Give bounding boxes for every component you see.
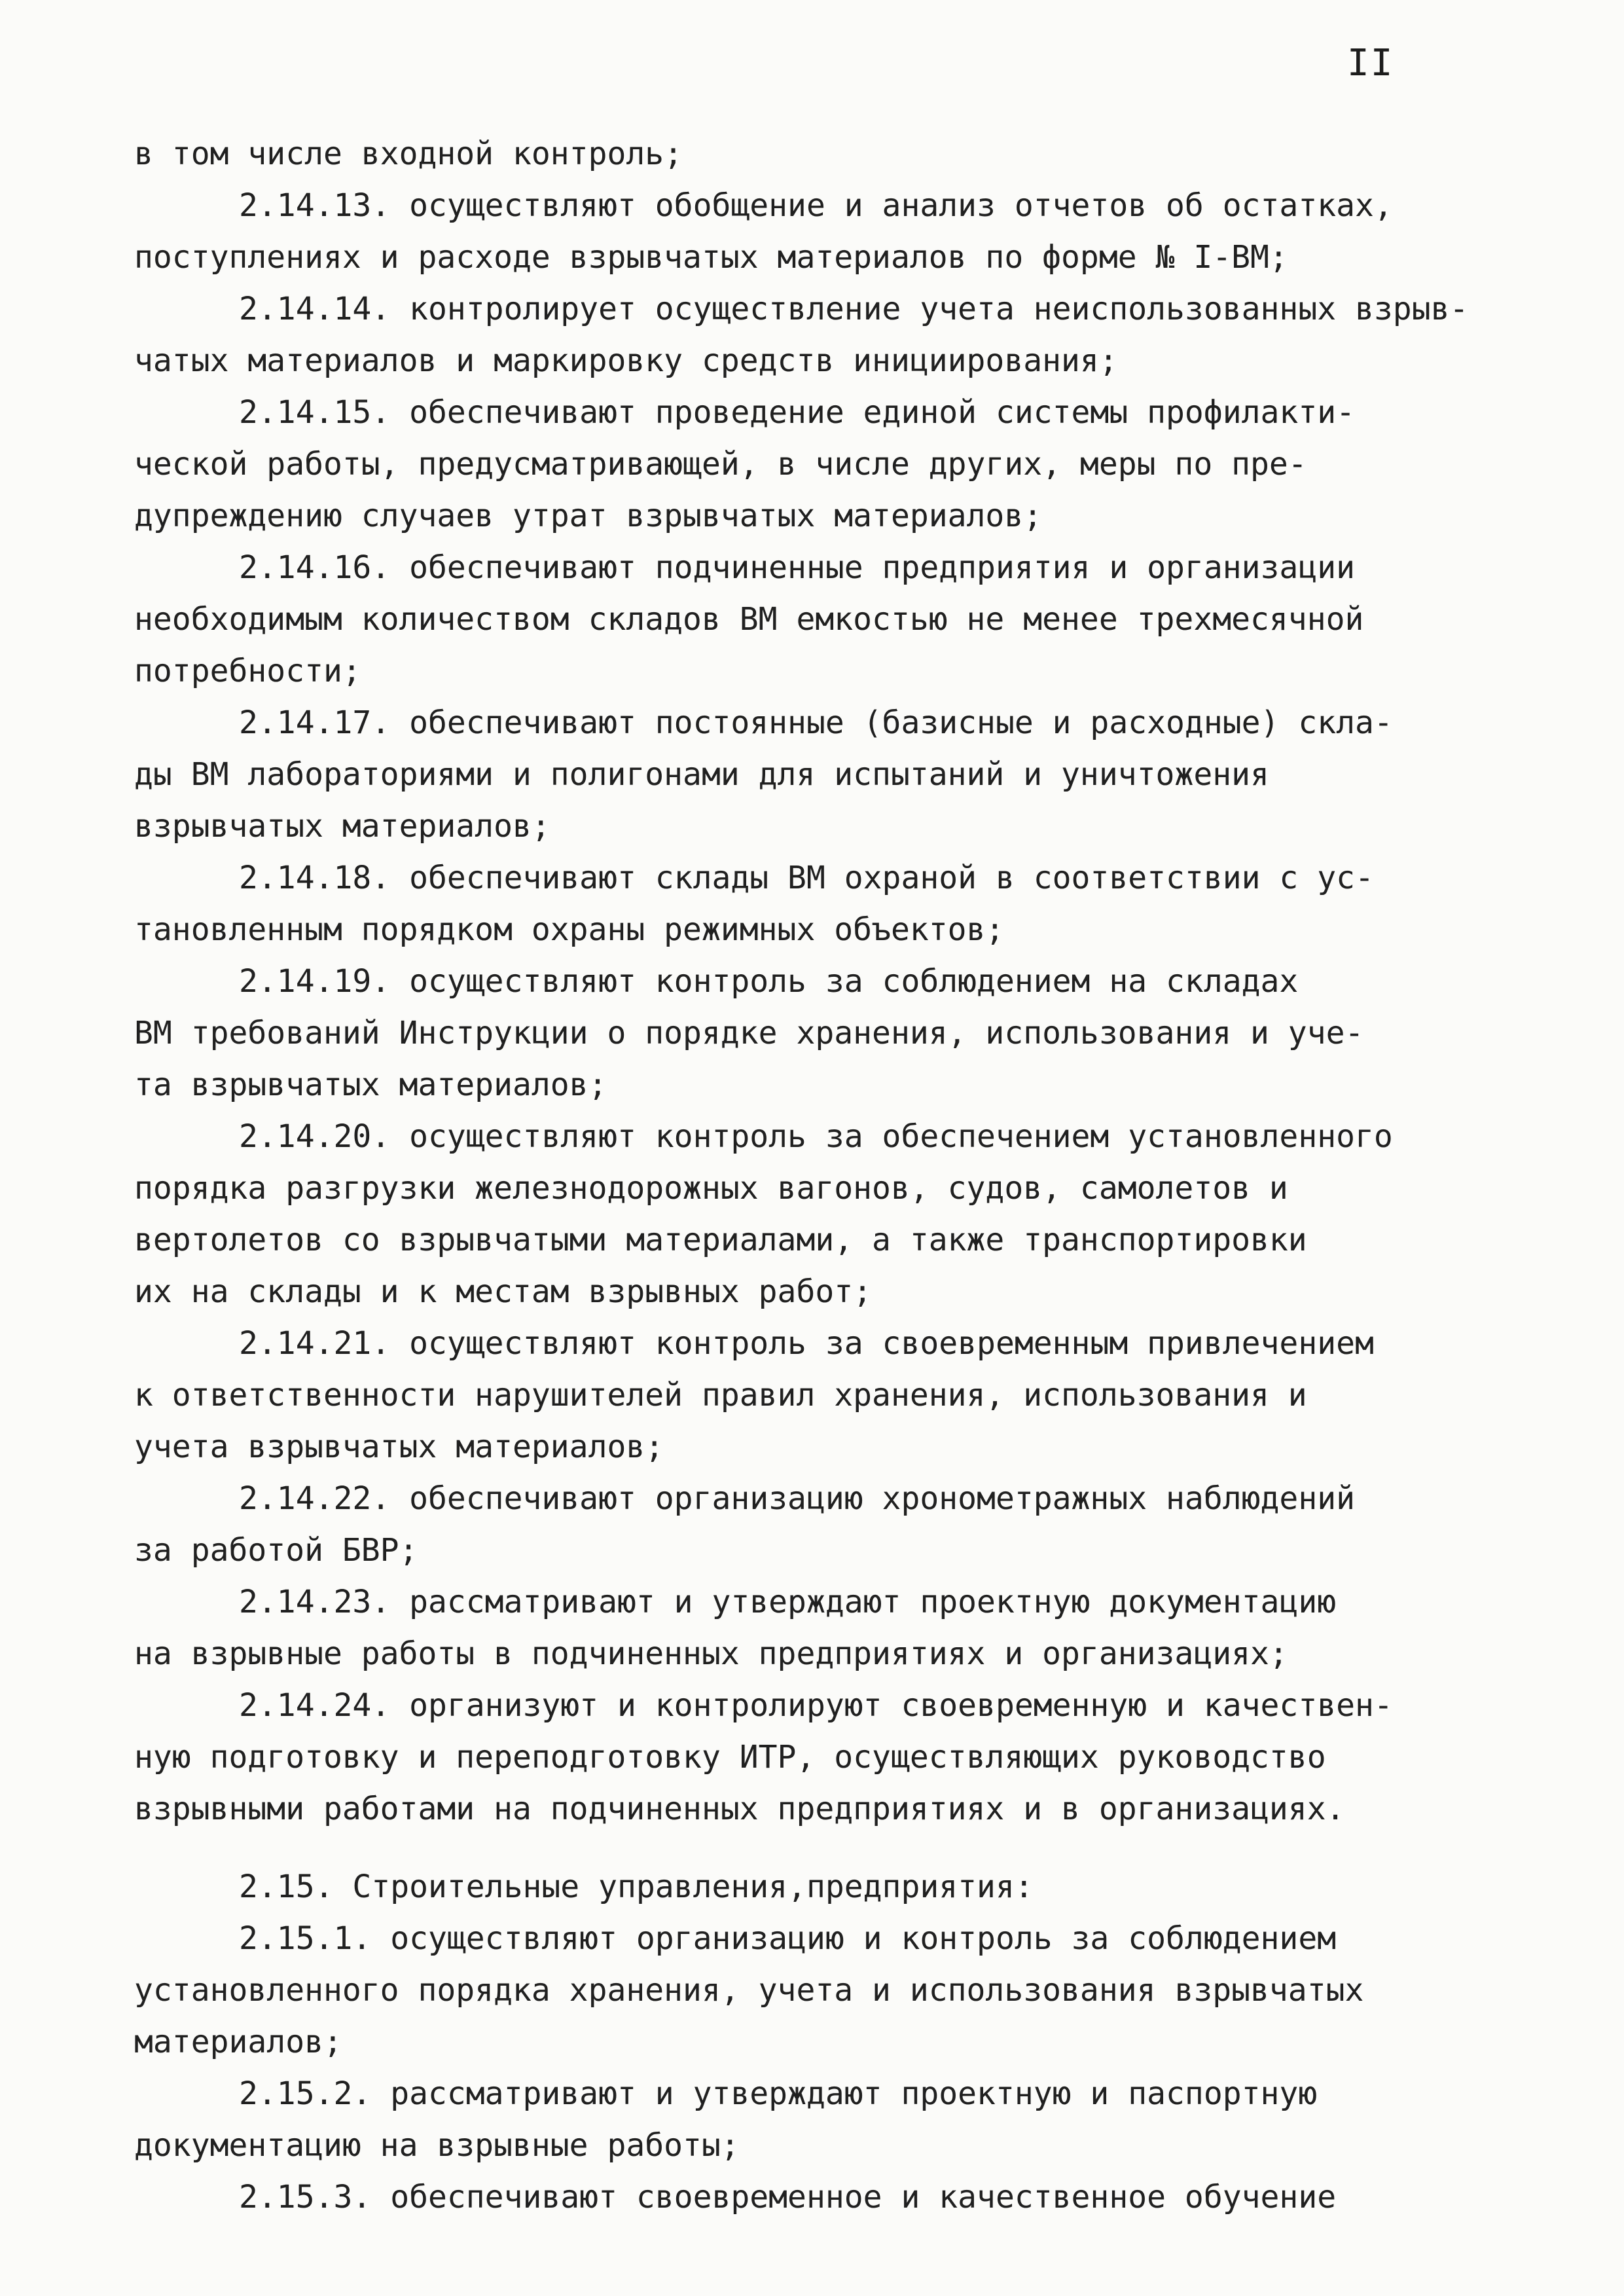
text-line: 2.15.3. обеспечивают своевременное и качественное обучение [239, 2179, 1337, 2215]
section-heading: 2.15. Строительные управления,предприятия: [239, 1868, 1034, 1905]
text-line: 2.14.24. организуют и контролируют своевременную и качествен- [239, 1687, 1393, 1724]
text-line: та взрывчатых материалов; [134, 1066, 607, 1103]
text-line: 2.14.23. рассматривают и утверждают проектную документацию [239, 1584, 1337, 1620]
text-line: ную подготовку и переподготовку ИТР, осуществляющих руководство [134, 1739, 1326, 1776]
text-line: в том числе входной контроль; [134, 136, 683, 172]
text-line: к ответственности нарушителей правил хранения, использования и [134, 1377, 1307, 1413]
text-line: взрывчатых материалов; [134, 808, 550, 845]
text-line: 2.14.15. обеспечивают проведение единой системы профилакти- [239, 394, 1356, 431]
text-line: 2.14.16. обеспечивают подчиненные предприятия и организации [239, 549, 1356, 586]
text-line: порядка разгрузки железнодорожных вагонов, судов, самолетов и [134, 1170, 1288, 1207]
text-line: потребности; [134, 653, 361, 689]
text-line: 2.14.18. обеспечивают склады ВМ охраной в соответствии с ус- [239, 860, 1374, 896]
text-line: 2.14.17. обеспечивают постоянные (базисные и расходные) скла- [239, 704, 1393, 741]
text-line: 2.15.1. осуществляют организацию и контроль за соблюдением [239, 1920, 1337, 1957]
text-line: 2.14.22. обеспечивают организацию хронометражных наблюдений [239, 1480, 1356, 1517]
text-line: за работой БВР; [134, 1532, 418, 1569]
text-line: ВМ требований Инструкции о порядке хранения, использования и уче- [134, 1015, 1364, 1051]
text-line: ды ВМ лабораториями и полигонами для испытаний и уничтожения [134, 756, 1269, 793]
text-line: 2.14.19. осуществляют контроль за соблюдением на складах [239, 963, 1299, 1000]
text-line: 2.14.13. осуществляют обобщение и анализ отчетов об остатках, [239, 187, 1393, 224]
text-line: поступлениях и расходе взрывчатых материалов по форме № I-ВМ; [134, 239, 1288, 276]
text-line: 2.14.20. осуществляют контроль за обеспечением установленного [239, 1118, 1393, 1155]
text-line: необходимым количеством складов ВМ емкостью не менее трехмесячной [134, 601, 1364, 638]
text-line: тановленным порядком охраны режимных объектов; [134, 911, 1005, 948]
paragraph-gap [134, 1835, 1542, 1861]
text-line: установленного порядка хранения, учета и использования взрывчатых [134, 1972, 1364, 2009]
text-line: их на склады и к местам взрывных работ; [134, 1273, 873, 1310]
page-number: II [1347, 42, 1394, 84]
text-line: дупреждению случаев утрат взрывчатых материалов; [134, 498, 1043, 534]
text-line: 2.14.14. контролирует осуществление учета неиспользованных взрыв- [239, 291, 1469, 327]
text-line: материалов; [134, 2024, 342, 2060]
document-body [134, 128, 1542, 2223]
text-line: вертолетов со взрывчатыми материалами, а также транспортировки [134, 1222, 1307, 1258]
text-line: 2.15.2. рассматривают и утверждают проектную и паспортную [239, 2075, 1318, 2112]
text-line: 2.14.21. осуществляют контроль за своевременным привлечением [239, 1325, 1374, 1362]
text-line: учета взрывчатых материалов; [134, 1429, 664, 1465]
text-line: взрывными работами на подчиненных предприятиях и в организациях. [134, 1791, 1345, 1827]
text-line: чатых материалов и маркировку средств инициирования; [134, 342, 1118, 379]
text-line: ческой работы, предусматривающей, в числе других, меры по пре- [134, 446, 1307, 483]
text-line: документацию на взрывные работы; [134, 2127, 740, 2164]
text-line: на взрывные работы в подчиненных предприятиях и организациях; [134, 1635, 1288, 1672]
